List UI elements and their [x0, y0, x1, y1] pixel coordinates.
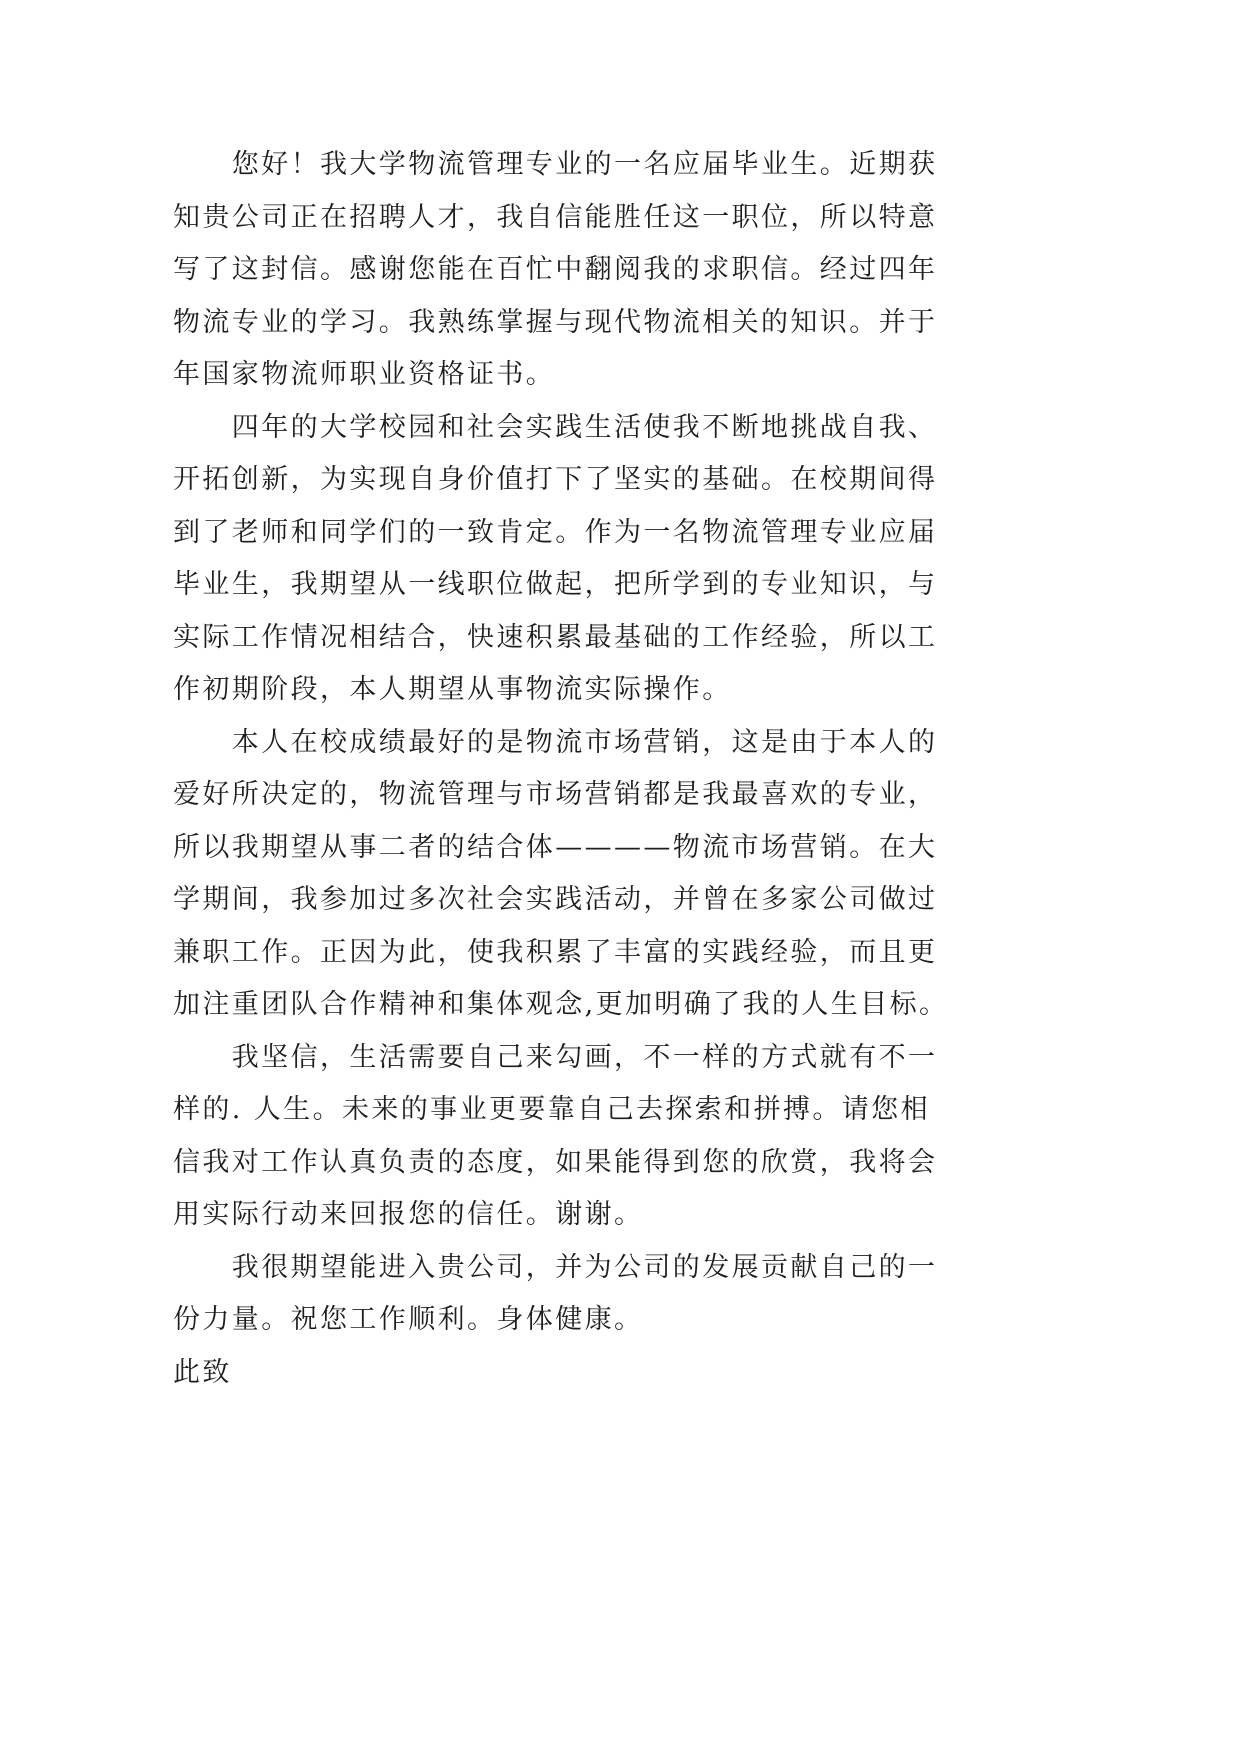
paragraph-line: 加注重团队合作精神和集体观念,更加明确了我的人生目标。	[173, 989, 949, 1020]
paragraph-line: 作初期阶段，本人期望从事物流实际操作。	[173, 674, 732, 705]
paragraph-line: 年国家物流师职业资格证书。	[173, 359, 556, 390]
paragraph-line: 我坚信，生活需要自己来勾画，不一样的方式就有不一	[231, 1041, 938, 1073]
closing-salutation	[173, 1347, 993, 1400]
body-paragraph	[173, 1242, 993, 1347]
letter-body	[173, 139, 993, 1399]
paragraph-line: 您好！我大学物流管理专业的一名应届毕业生。近期获	[231, 149, 938, 180]
paragraph-line: 物流专业的学习。我熟练掌握与现代物流相关的知识。并于	[173, 306, 938, 338]
paragraph-line: 所以我期望从事二者的结合体————物流市场营销。在大	[173, 831, 938, 863]
paragraph-line: 学期间，我参加过多次社会实践活动，并曾在多家公司做过	[173, 884, 938, 915]
body-paragraph	[173, 402, 993, 717]
paragraph-line: 用实际行动来回报您的信任。谢谢。	[173, 1199, 644, 1230]
body-paragraph	[173, 139, 993, 402]
paragraph-line: 四年的大学校园和社会实践生活使我不断地挑战自我、	[231, 411, 938, 443]
paragraph-line: 知贵公司正在招聘人才，我自信能胜任这一职位，所以特意	[173, 201, 938, 233]
paragraph-line: 样的. 人生。未来的事业更要靠自己去探索和拼搏。请您相	[173, 1094, 930, 1125]
paragraph-line: 我很期望能进入贵公司，并为公司的发展贡献自己的一	[231, 1251, 938, 1283]
paragraph-line: 份力量。祝您工作顺利。身体健康。	[173, 1304, 644, 1335]
paragraph-line: 写了这封信。感谢您能在百忙中翻阅我的求职信。经过四年	[173, 254, 938, 285]
paragraph-line: 毕业生，我期望从一线职位做起，把所学到的专业知识，与	[173, 569, 938, 600]
paragraph-line: 信我对工作认真负责的态度，如果能得到您的欣赏，我将会	[173, 1146, 938, 1178]
paragraph-line: 到了老师和同学们的一致肯定。作为一名物流管理专业应届	[173, 516, 938, 548]
body-paragraph	[173, 717, 993, 1032]
paragraph-line: 爱好所决定的，物流管理与市场营销都是我最喜欢的专业，	[173, 779, 938, 810]
paragraph-line: 开拓创新，为实现自身价值打下了坚实的基础。在校期间得	[173, 464, 938, 495]
paragraph-line: 实际工作情况相结合，快速积累最基础的工作经验，所以工	[173, 621, 938, 653]
paragraph-line: 本人在校成绩最好的是物流市场营销，这是由于本人的	[231, 726, 938, 758]
body-paragraph	[173, 1032, 993, 1242]
closing-line: 此致	[173, 1356, 232, 1388]
paragraph-line: 兼职工作。正因为此，使我积累了丰富的实践经验，而且更	[173, 936, 938, 968]
